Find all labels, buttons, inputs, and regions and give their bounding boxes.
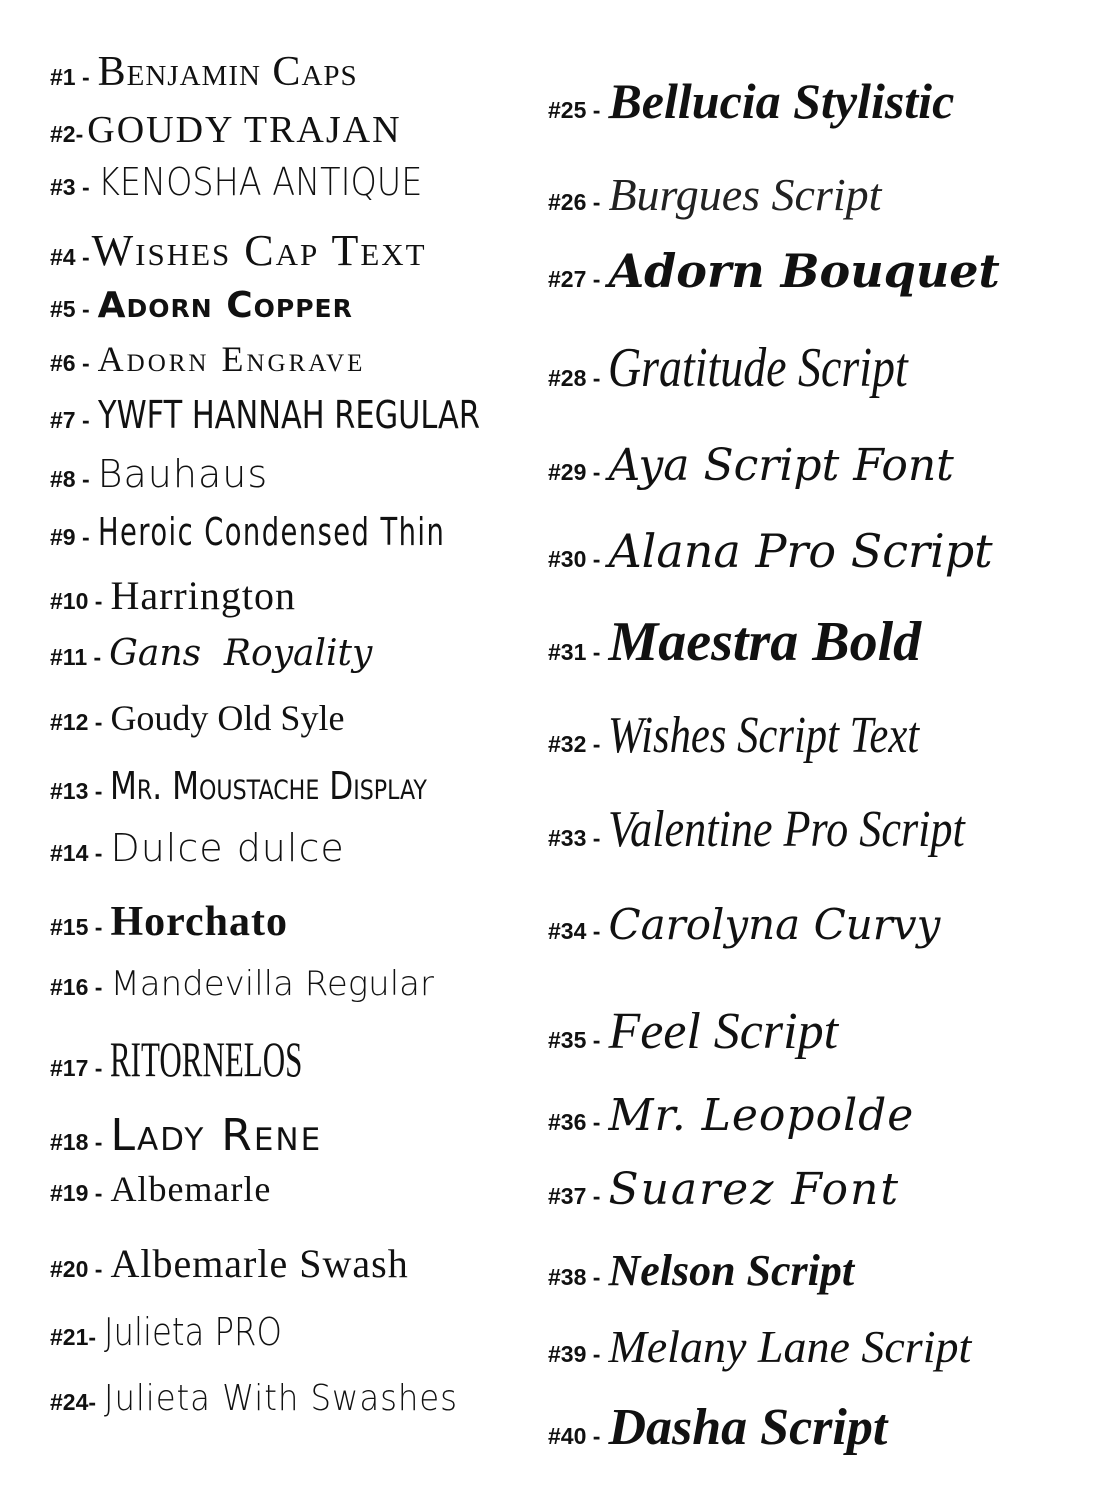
font-entry: [548, 610, 921, 674]
font-sample: Gratitude Script: [608, 337, 909, 399]
font-sample: Horchato: [110, 899, 288, 945]
font-entry: [50, 697, 344, 739]
font-entry: [50, 1110, 322, 1161]
font-number: #13 -: [50, 778, 103, 804]
font-sample: RITORNELOS: [110, 1031, 303, 1087]
font-entry: [50, 764, 497, 808]
font-number: #3 -: [50, 174, 90, 200]
font-number: #12 -: [50, 709, 103, 735]
font-entry: [548, 1320, 971, 1373]
font-number: #8 -: [50, 466, 90, 492]
font-entry: [50, 1310, 313, 1354]
font-sample: Gans Royality: [109, 633, 373, 674]
font-sample: Julieta PRO: [104, 1310, 282, 1354]
font-entry: [548, 72, 954, 130]
font-sample: Mr. Leopolde: [608, 1090, 915, 1141]
font-number: #31 -: [548, 639, 601, 665]
font-number: #32 -: [548, 731, 601, 757]
font-number: #27 -: [548, 266, 601, 292]
font-sample: YWFT HANNAH REGULAR: [97, 393, 480, 437]
font-number: #29 -: [548, 459, 601, 485]
font-sample: Carolyna Curvy: [608, 900, 941, 949]
font-number: #2-: [50, 121, 84, 147]
font-sample: Albemarle: [110, 1169, 272, 1209]
font-sample: Goudy Old Syle: [110, 698, 345, 738]
font-number: #19 -: [50, 1180, 103, 1206]
font-number: #40 -: [548, 1423, 601, 1449]
font-sample: Feel Script: [608, 1003, 839, 1060]
font-entry: [50, 633, 372, 674]
font-number: #38 -: [548, 1264, 601, 1290]
font-entry: [50, 338, 365, 380]
font-sample: Dasha Script: [608, 1399, 888, 1456]
font-entry: [50, 48, 358, 96]
font-number: #18 -: [50, 1129, 103, 1155]
font-sample: Harrington: [110, 573, 296, 618]
font-sample: Aya Script Font: [608, 440, 954, 491]
font-sample: Heroic Condensed Thin: [97, 510, 445, 554]
font-entry: [50, 1378, 497, 1419]
font-number: #33 -: [548, 825, 601, 851]
font-entry: [548, 168, 881, 221]
font-entry: [548, 524, 993, 578]
font-number: #17 -: [50, 1055, 103, 1081]
font-number: #14 -: [50, 840, 103, 866]
font-sample: Benjamin Caps: [97, 49, 358, 95]
font-sample: Adorn Engrave: [97, 339, 366, 379]
font-sample: Maestra Bold: [608, 611, 922, 673]
font-sample: Julieta With Swashes: [104, 1378, 458, 1419]
font-number: #39 -: [548, 1341, 601, 1367]
font-entry: [50, 108, 402, 152]
font-sample: Mr. Moustache Display: [110, 764, 428, 808]
font-entry: [50, 393, 575, 437]
font-number: #34 -: [548, 918, 601, 944]
font-sample: Valentine Pro Script: [608, 801, 966, 858]
font-sample: Burgues Script: [608, 169, 882, 220]
font-entry: [50, 452, 268, 496]
font-number: #15 -: [50, 914, 103, 940]
font-sample: Adorn Copper: [97, 285, 353, 326]
font-entry: [548, 244, 1000, 298]
font-entry: [548, 900, 940, 949]
font-sample: Nelson Script: [608, 1246, 855, 1295]
font-number: #21-: [50, 1324, 97, 1350]
font-number: #1 -: [50, 64, 90, 90]
font-entry: [548, 706, 988, 765]
font-number: #11 -: [50, 644, 102, 670]
font-sample: Melany Lane Script: [608, 1321, 972, 1372]
font-entry: [50, 285, 353, 326]
font-number: #5 -: [50, 296, 90, 322]
font-entry: [50, 898, 288, 946]
font-entry: [50, 1240, 409, 1287]
font-sample: GOUDY TRAJAN: [87, 109, 402, 151]
font-entry: [50, 964, 434, 1004]
font-number: #10 -: [50, 588, 103, 614]
font-sample: Adorn Bouquet: [608, 244, 1000, 298]
font-sample: Wishes Cap Text: [91, 226, 427, 275]
font-number: #7 -: [50, 407, 90, 433]
font-sample: Lady Rene: [110, 1110, 323, 1161]
font-sample: Alana Pro Script: [608, 524, 993, 578]
font-entry: [50, 1030, 421, 1088]
font-entry: [548, 1002, 838, 1061]
font-number: #30 -: [548, 546, 601, 572]
font-number: #9 -: [50, 524, 90, 550]
font-entry: [548, 800, 1028, 859]
font-sample: Mandevilla Regular: [110, 964, 434, 1004]
font-sample: Bellucia Stylistic: [608, 73, 955, 129]
font-number: #6 -: [50, 350, 90, 376]
font-entry: [50, 160, 466, 204]
font-entry: [50, 510, 580, 554]
font-sample: Bauhaus: [97, 452, 269, 496]
font-number: #26 -: [548, 189, 601, 215]
font-entry: [548, 440, 954, 491]
font-entry: [548, 1245, 854, 1296]
font-number: #35 -: [548, 1027, 601, 1053]
font-number: #25 -: [548, 97, 601, 123]
font-sample: Albemarle Swash: [110, 1241, 409, 1286]
font-sample: Wishes Script Text: [608, 707, 920, 764]
font-number: #37 -: [548, 1183, 601, 1209]
font-entry: [548, 336, 974, 400]
font-number: #36 -: [548, 1109, 601, 1135]
font-entry: [548, 1398, 887, 1457]
font-entry: [50, 225, 427, 276]
font-number: #28 -: [548, 365, 601, 391]
font-entry: [548, 1090, 914, 1141]
font-sample: Dulce dulce: [110, 826, 345, 870]
font-sample: Suarez Font: [608, 1164, 901, 1215]
font-entry: [50, 826, 345, 870]
font-number: #24-: [50, 1389, 97, 1415]
font-entry: [50, 1168, 271, 1210]
font-number: #4 -: [50, 244, 90, 270]
font-number: #16 -: [50, 974, 103, 1000]
font-entry: [50, 572, 296, 619]
font-number: #20 -: [50, 1256, 103, 1282]
font-entry: [548, 1164, 900, 1215]
font-sample: KENOSHA ANTIQUE: [97, 160, 423, 204]
